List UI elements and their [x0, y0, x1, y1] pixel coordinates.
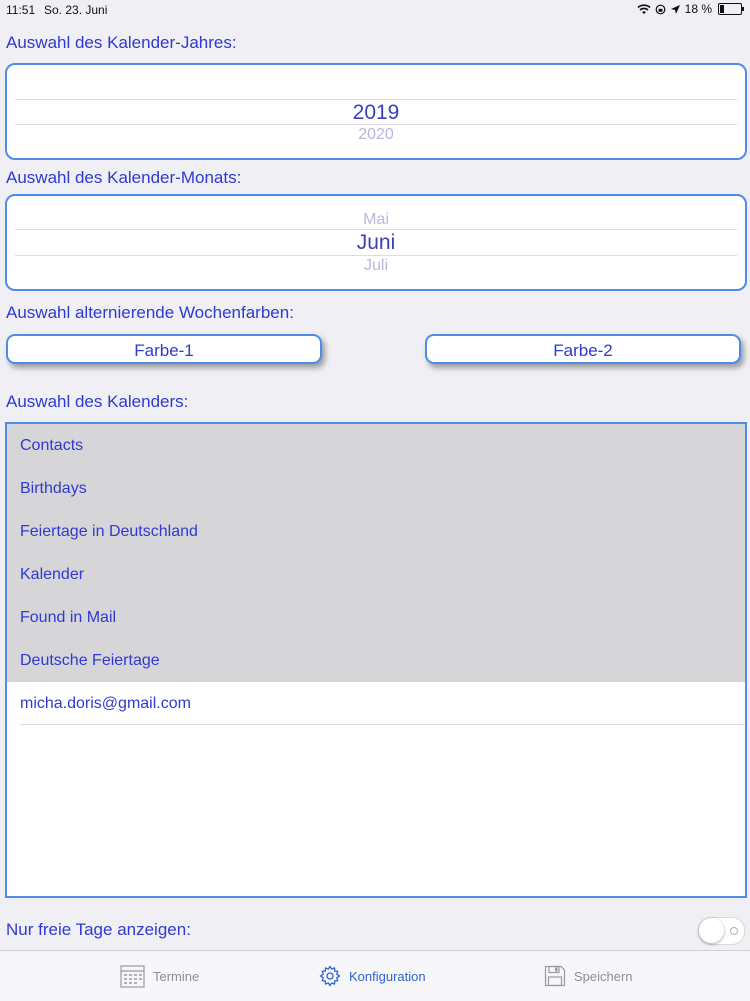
year-picker-selected[interactable]: 2019 [352, 101, 400, 124]
status-date: So. 23. Juni [44, 3, 108, 17]
month-section-label: Auswahl des Kalender-Monats: [6, 168, 242, 187]
calendar-item[interactable]: micha.doris@gmail.com [7, 682, 745, 725]
toggle-knob[interactable] [699, 918, 724, 943]
wifi-icon [637, 4, 651, 15]
orientation-lock-icon [655, 4, 666, 15]
free-days-label: Nur freie Tage anzeigen: [6, 920, 191, 939]
free-days-toggle[interactable] [698, 917, 745, 945]
calendar-item[interactable]: Feiertage in Deutschland [7, 510, 745, 553]
status-time: 11:51 [6, 3, 36, 17]
calendar-item[interactable]: Deutsche Feiertage [7, 639, 745, 682]
status-bar [0, 0, 750, 20]
month-picker-previous[interactable]: Mai [363, 211, 389, 228]
tab-bar [0, 950, 750, 1001]
location-icon [670, 4, 681, 15]
month-picker[interactable] [5, 194, 747, 291]
color2-button[interactable]: Farbe-2 [425, 334, 741, 364]
year-section-label: Auswahl des Kalender-Jahres: [6, 33, 237, 52]
month-picker-next[interactable]: Juli [363, 257, 388, 274]
battery-icon [718, 3, 742, 15]
colors-section-label: Auswahl alternierende Wochenfarben: [6, 303, 294, 322]
tab-konfiguration[interactable] [319, 951, 426, 1001]
tab-speichern[interactable] [544, 951, 633, 1001]
calendar-list[interactable] [5, 422, 747, 898]
battery-percent: 18 % [684, 2, 712, 16]
calendar-item[interactable]: Birthdays [7, 467, 745, 510]
status-icons [637, 2, 742, 16]
calendar-item[interactable]: Found in Mail [7, 596, 745, 639]
calendar-icon [120, 964, 145, 988]
year-picker-next[interactable]: 2020 [358, 126, 394, 143]
tab-konfiguration-label: Konfiguration [349, 968, 426, 984]
save-icon [544, 965, 566, 987]
calendar-item[interactable]: Contacts [7, 424, 745, 467]
tab-termine-label: Termine [153, 968, 200, 984]
tab-speichern-label: Speichern [574, 968, 633, 984]
month-picker-selected[interactable]: Juni [356, 231, 396, 254]
calendar-section-label: Auswahl des Kalenders: [6, 392, 189, 411]
year-picker[interactable] [5, 63, 747, 160]
gear-icon [319, 965, 341, 987]
calendar-item[interactable]: Kalender [7, 553, 745, 596]
tab-termine[interactable] [120, 951, 199, 1001]
color1-button[interactable]: Farbe-1 [6, 334, 322, 364]
